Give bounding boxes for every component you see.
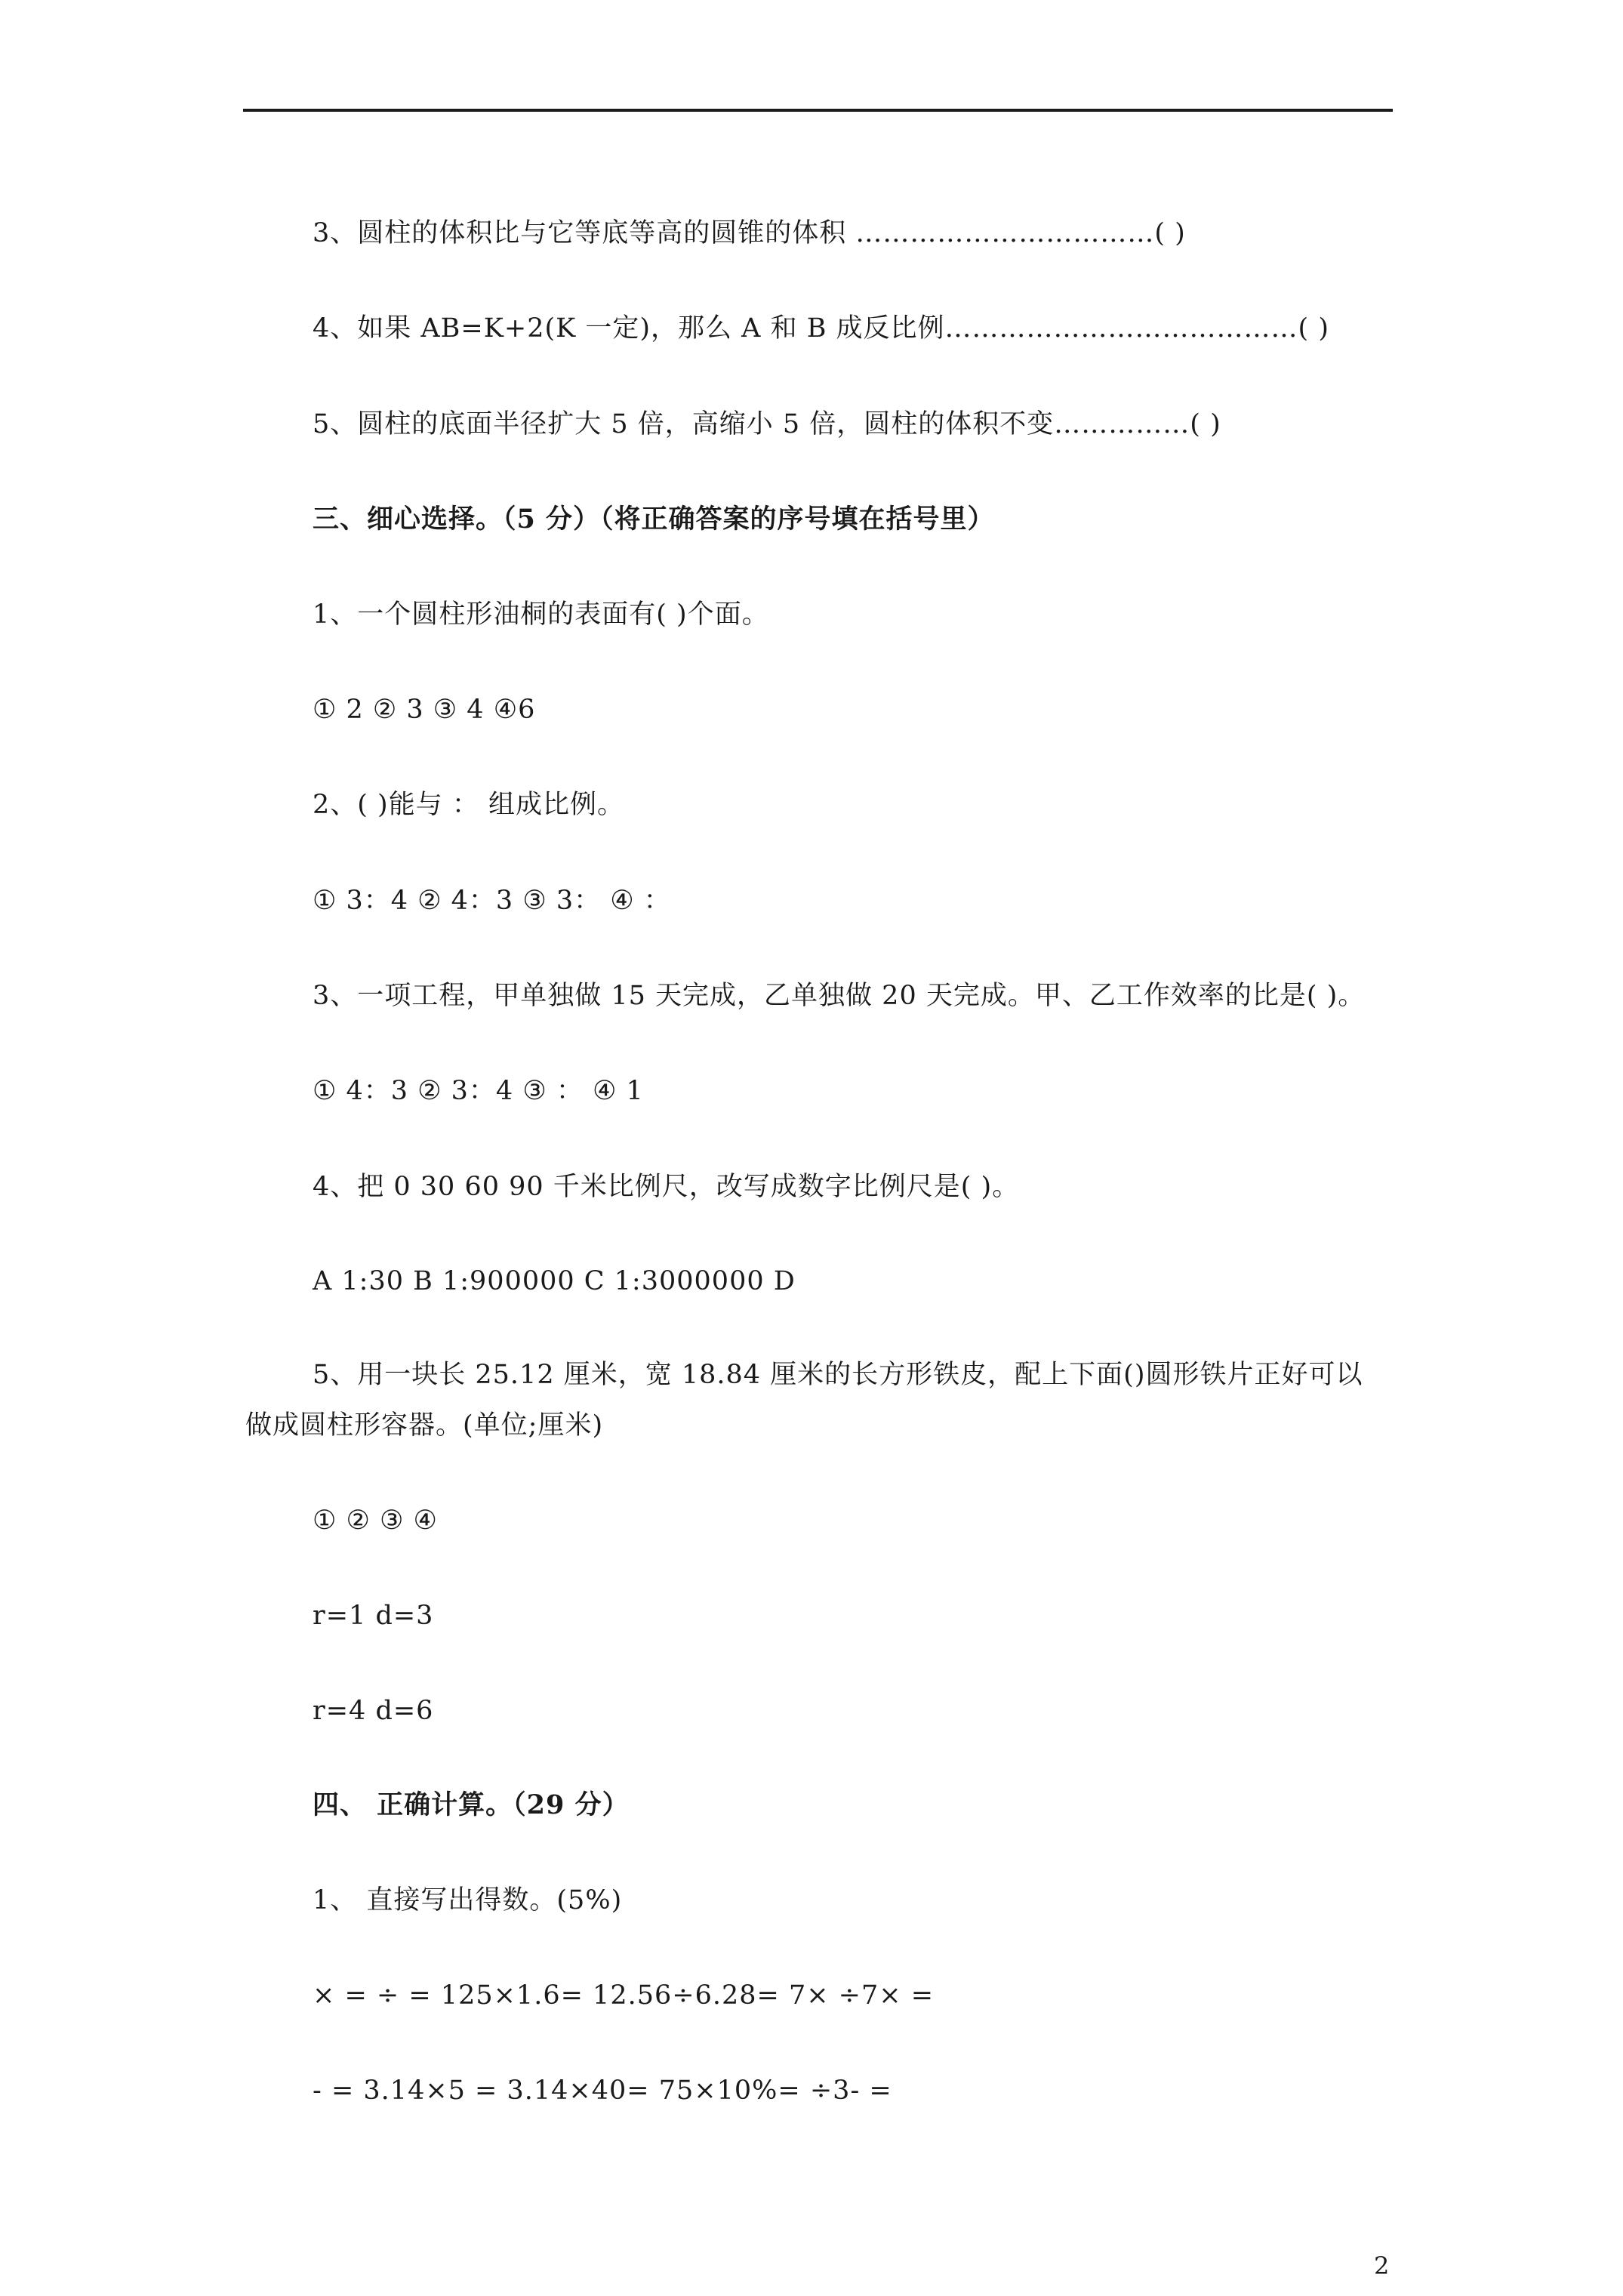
judgement-item-3: 3、圆柱的体积比与它等底等高的圆锥的体积 ……………………………( )	[313, 218, 1186, 248]
page-number: 2	[1374, 2251, 1390, 2280]
choice-values-5a: r=1 d=3	[313, 1601, 434, 1631]
calc-row-1: × = ÷ = 125×1.6= 12.56÷6.28= 7× ÷7× =	[313, 1980, 935, 2011]
choice-question-2: 2、( )能与 ： 组成比例。	[313, 790, 624, 820]
judgement-item-4: 4、如果 AB=K+2(K 一定)，那么 A 和 B 成反比例…………………………………( )	[313, 313, 1329, 344]
choice-options-3: ① 4：3 ② 3：4 ③ ： ④ 1	[313, 1076, 644, 1106]
calc-row-2: - = 3.14×5 = 3.14×40= 75×10%= ÷3- =	[313, 2076, 892, 2106]
choice-options-5: ① ② ③ ④	[313, 1505, 438, 1536]
choice-options-1: ① 2 ② 3 ③ 4 ④6	[313, 695, 536, 725]
choice-values-5b: r=4 d=6	[313, 1696, 434, 1726]
choice-question-3: 3、一项工程，甲单独做 15 天完成，乙单独做 20 天完成。甲、乙工作效率的比是( )。	[313, 981, 1366, 1011]
choice-question-5-line2: 做成圆柱形容器。(单位;厘米)	[245, 1410, 604, 1441]
choice-options-2: ① 3：4 ② 4：3 ③ 3： ④ ：	[313, 886, 671, 916]
section-heading-calc: 四、 正确计算。（29 分）	[313, 1789, 630, 1820]
choice-options-4: A 1:30 B 1:900000 C 1:3000000 D	[313, 1266, 796, 1296]
choice-question-4: 4、把 0 30 60 90 千米比例尺，改写成数字比例尺是( )。	[313, 1172, 1020, 1202]
header-rule	[243, 109, 1393, 112]
calc-subheading-1: 1、 直接写出得数。(5%)	[313, 1885, 623, 1915]
section-heading-choice: 三、细心选择。（5 分）（将正确答案的序号填在括号里）	[313, 504, 995, 535]
choice-question-1: 1、一个圆柱形油桐的表面有( )个面。	[313, 599, 769, 630]
choice-question-5-line1: 5、用一块长 25.12 厘米，宽 18.84 厘米的长方形铁皮，配上下面()圆形铁片正好可以	[313, 1360, 1363, 1390]
judgement-item-5: 5、圆柱的底面半径扩大 5 倍，高缩小 5 倍，圆柱的体积不变……………( )	[313, 409, 1221, 439]
